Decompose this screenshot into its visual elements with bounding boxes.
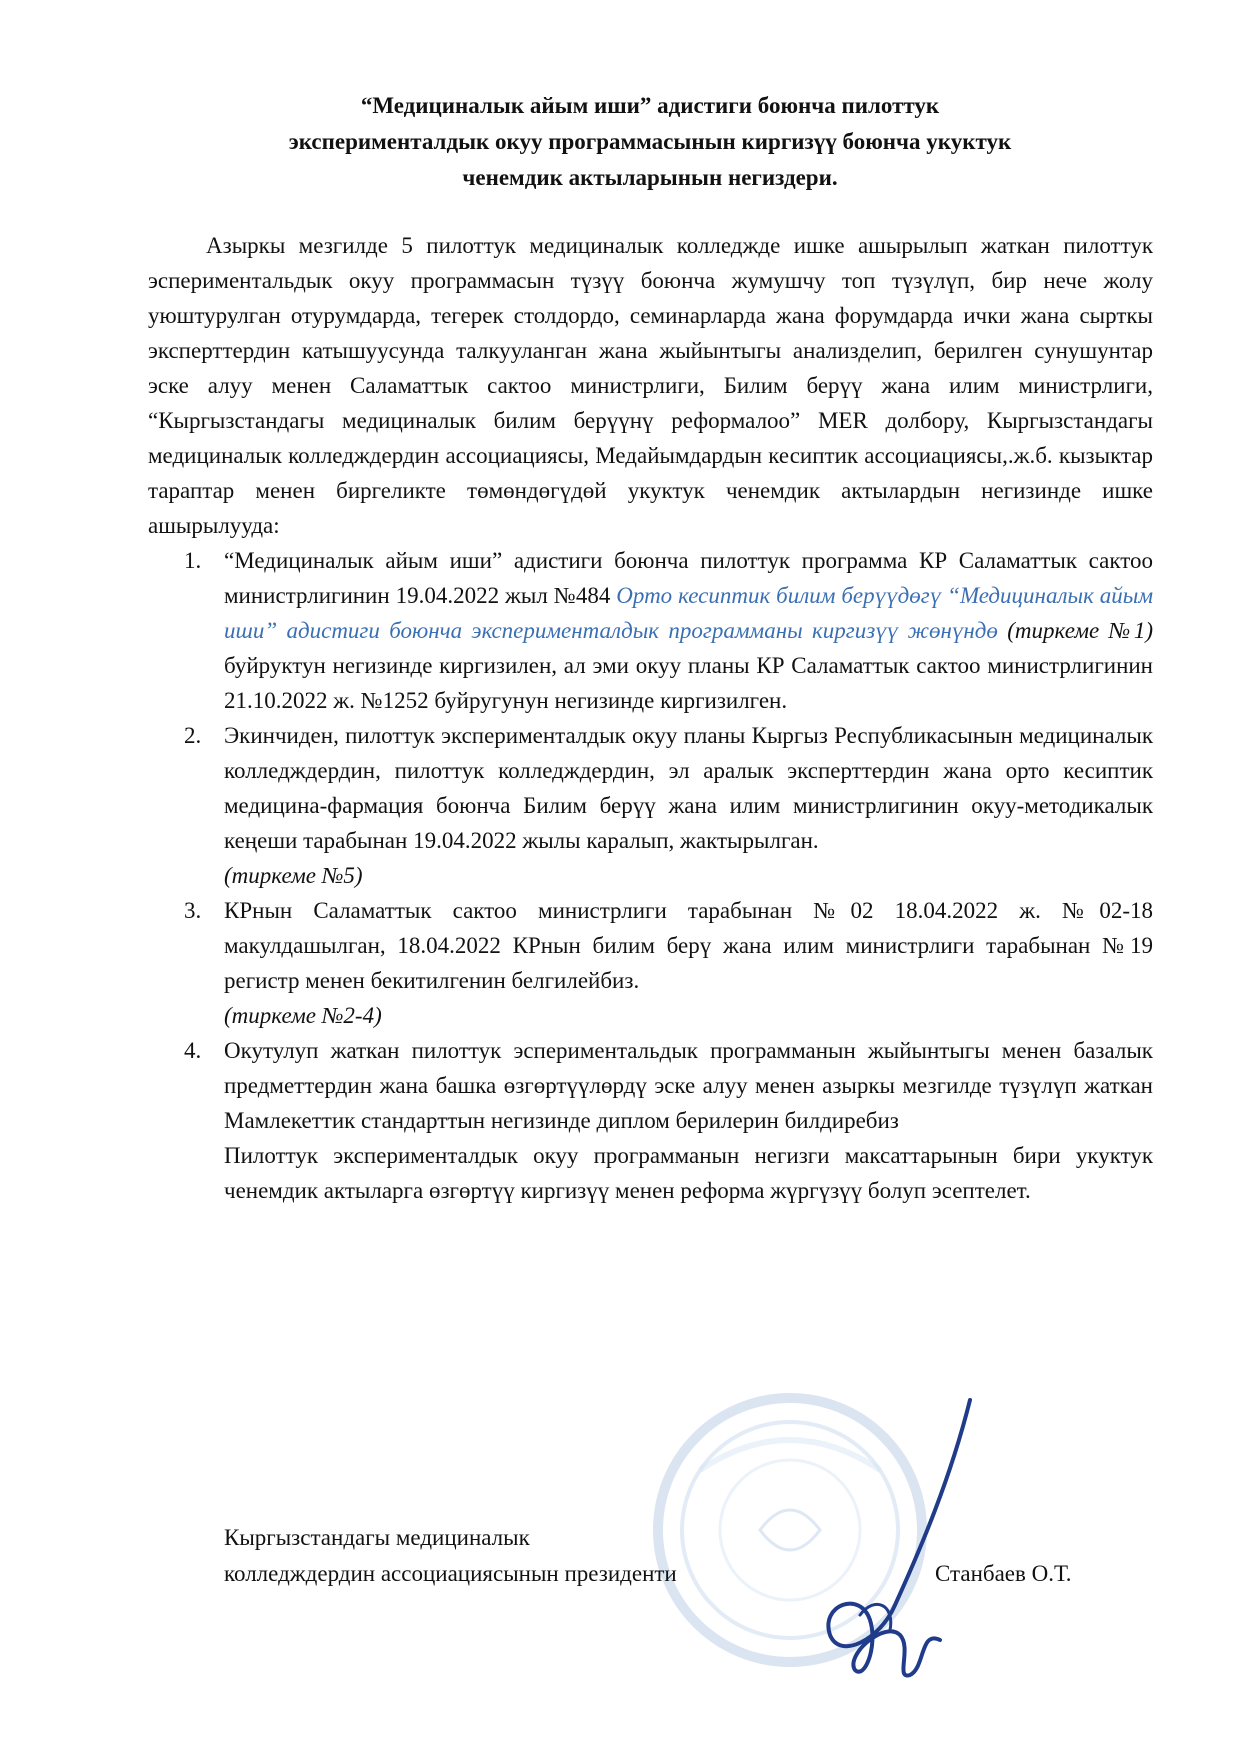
title-line: эксперименталдык окуу программасынын киргизүү боюнча укуктук [288,129,1012,154]
title-line: ченемдик актыларынын негиздери. [462,165,838,190]
org-line: Кыргызстандагы медициналык [224,1525,530,1550]
item-number: 4. [184,1038,202,1063]
signatory-name: Станбаев О.Т. [935,1561,1072,1586]
document-title [150,88,1150,196]
appendix-note: (тиркеме №5) [224,863,363,888]
order-title-link[interactable]: Орто кесиптик билим берүүдөгү “Медициналык айым иши” адистиги боюнча эксперименталдык программаны киргизүү жөнүндө [224,583,1153,643]
list-item [148,543,1153,718]
item-text: буйруктун негизинде киргизилен, ал эми окуу планы КР Саламаттык сактоо министрлигинин 21.10.2022 ж. №1252 буйругунун негизинде киргизилген. [224,653,1153,713]
appendix-note: (тиркеме №2-4) [224,1003,382,1028]
item-text: Экинчиден, пилоттук эксперименталдык окуу планы Кыргыз Республикасынын медициналык колледждердин, пилоттук колледждердин, эл аралык эксперттердин жана орто кесиптик медицина-фармация боюнча Билим берүү жана илим министрлигинин окуу-методикалык кеңеши тарабынан 19.04.2022 жылы каралып, жактырылган. [224,723,1153,853]
item-number: 2. [184,723,202,748]
org-line: колледждердин ассоциациясынын президенти [224,1561,677,1586]
intro-paragraph: Азыркы мезгилде 5 пилоттук медициналык колледжде ишке ашырылып жаткан пилоттук эспериментальдык окуу программасын түзүү боюнча жумушчу топ түзүлүп, бир нече жолу уюштурулган отурумдарда, тегерек столдордо, семинарларда жана форумдарда ички жана сырткы эксперттердин катышуусунда талкууланган жана жыйынтыгы анализделип, берилген сунушунтар эске алуу менен Саламаттык сактоо министрлиги, Билим берүү жана илим министрлиги, “Кыргызстандагы медициналык билим берүүнү реформалоо” MER долбору, Кыргызстандагы медициналык колледждердин ассоциациясы, Медайымдардын кесиптик ассоциациясы,.ж.б. кызыктар тараптар менен биргеликте төмөндөгүдөй укуктук ченемдик актылардын негизинде ишке ашырылууда: [148,233,1153,538]
item-text: “Медициналык айым иши” адистиги боюнча пилоттук программа КР Саламаттык сактоо министрлигинин 19.04.2022 жыл №484 [224,548,1153,608]
signatory-organization [224,1520,677,1592]
title-line: “Медициналык айым иши” адистиги боюнча пилоттук [360,93,940,118]
list-item [148,893,1153,1033]
list-item [148,1033,1153,1138]
item-text: КРнын Саламаттык сактоо министрлиги тарабынан №02 18.04.2022 ж. №02-18 макулдашылган, 18.04.2022 КРнын билим берү жана илим министрлиги тарабынан №19 регистр менен бекитилгенин белгилейбиз. [224,898,1153,993]
item-number: 1. [184,548,202,573]
appendix-note: (тиркеме №1) [997,618,1153,643]
list-item [148,718,1153,893]
numbered-list [148,543,1153,1138]
item-text: Окутулуп жаткан пилоттук эспериментальдык программанын жыйынтыгы менен базалык предметтердин жана башка өзгөртүүлөрдү эске алуу менен азыркы мезгилде түзүлүп жаткан Мамлекеттик стандарттын негизинде диплом берилерин билдиребиз [224,1038,1153,1133]
document-body [148,228,1153,1208]
item-number: 3. [184,898,202,923]
handwritten-signature [800,1390,980,1700]
closing-paragraph: Пилоттук эксперименталдык окуу программанын негизги максаттарынын бири укуктук ченемдик актыларга өзгөртүү киргизүү менен реформа жүргүзүү болуп эсептелет. [224,1143,1153,1203]
